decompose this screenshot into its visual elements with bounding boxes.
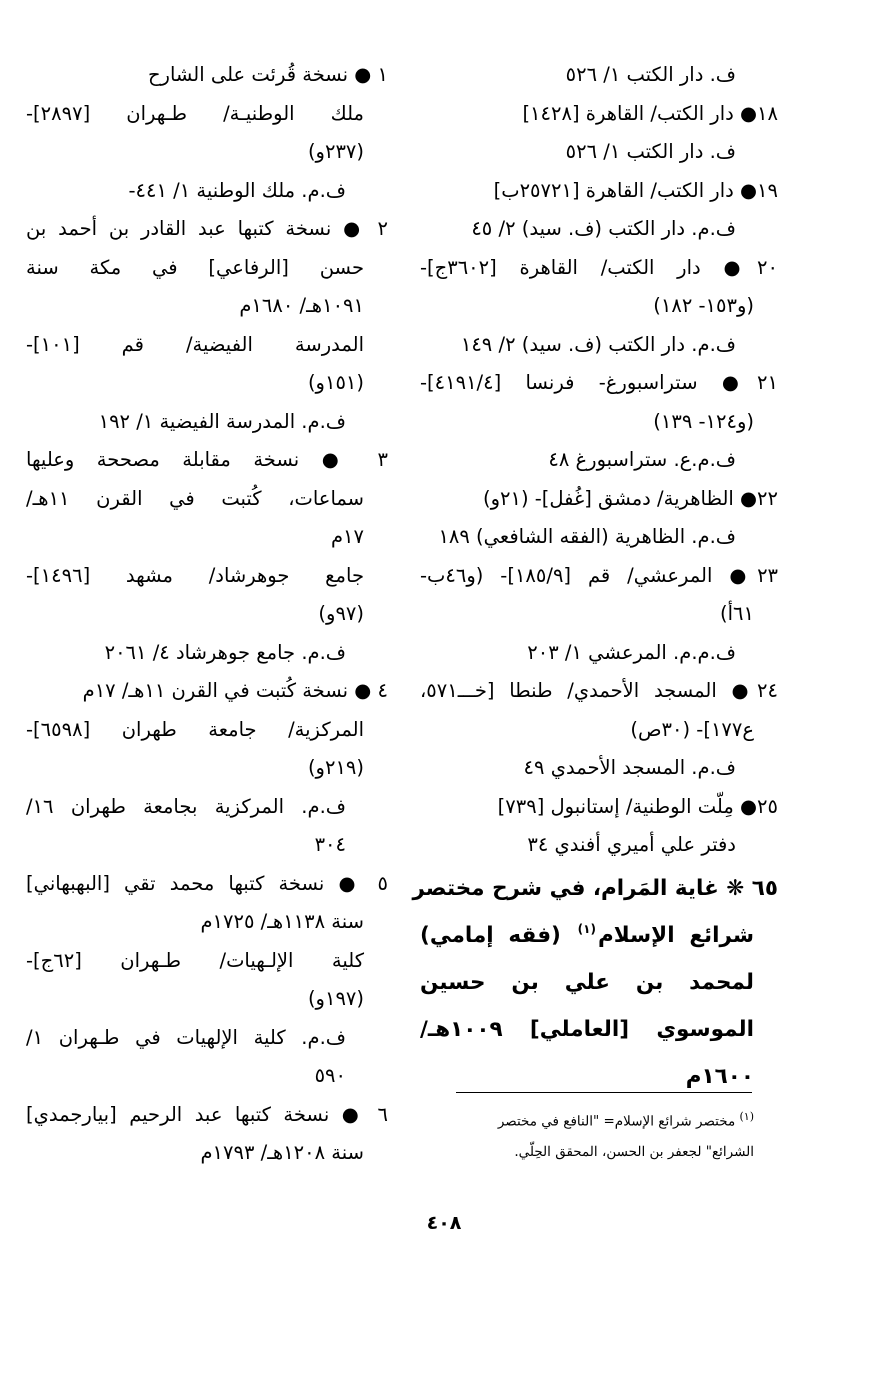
entry-heading-line: ١٦٠٠م — [685, 1063, 754, 1089]
manuscript-line: سنة ١١٣٨هـ/ ١٧٢٥م — [200, 910, 364, 933]
manuscript-line: ف.م. المدرسة الفيضية ١/ ١٩٢ — [98, 409, 346, 433]
manuscript-line: ف.م. ملك الوطنية ١/ ٤٤١- — [128, 178, 346, 202]
manuscript-line: ١٧م — [330, 525, 364, 548]
manuscript-line: ١٠٩١هـ/ ١٦٨٠م — [239, 294, 364, 317]
manuscript-line: (و١٥٣- ١٨٢) — [653, 294, 754, 317]
manuscript-line: دفتر علي أميري أفندي ٣٤ — [527, 833, 736, 856]
manuscript-line: (و١٢٤- ١٣٩) — [653, 409, 754, 433]
entry-heading-line: الموسوي [العاملي] ١٠٠٩هـ/ — [420, 1016, 754, 1042]
entry-heading-subject: (فقه إمامي) — [420, 922, 561, 948]
entry-heading — [412, 865, 778, 1100]
manuscript-line: ف.م. المركزية بجامعة طهران ١٦/ — [26, 794, 346, 818]
manuscript-line: ف.م. كلية الإلهيات في طـهران ١/ — [26, 1025, 346, 1049]
manuscript-line: ٢٢● الظاهرية/ دمشق [غُفل]- (٢١و) — [482, 486, 778, 510]
manuscript-line: ف. دار الكتب ١/ ٥٢٦ — [565, 63, 736, 86]
manuscript-line: (٢٣٧و) — [307, 140, 364, 163]
manuscript-line: ف.م. دار الكتب (ف. سيد) ٢/ ٤٥ — [471, 217, 736, 240]
page-number: ٤٠٨ — [426, 1212, 462, 1234]
manuscript-line: ٥ ● نسخة كتبها محمد تقي [البهبهاني] — [26, 871, 388, 895]
left-column — [26, 56, 388, 1173]
manuscript-line: (٢١٩و) — [307, 756, 364, 779]
manuscript-line: ٤ ● نسخة كُتبت في القرن ١١هـ/ ١٧م — [82, 679, 388, 702]
manuscript-line: ١ ● نسخة قُرئت على الشارح — [147, 63, 388, 86]
manuscript-line: ٣ ● نسخة مقابلة مصححة وعليها — [26, 448, 388, 471]
manuscript-line: ٥٩٠ — [314, 1064, 346, 1087]
right-column — [412, 56, 779, 1100]
footnote-line: الشرائع" لجعفر بن الحسن، المحقق الحِلّي. — [514, 1144, 754, 1160]
entry-heading-line: لمحمد بن علي بن حسين — [420, 969, 754, 995]
manuscript-line: جامع جوهرشاد/ مشهد [١٤٩٦]- — [26, 563, 364, 587]
manuscript-line: ف.م.ع. ستراسبورغ ٤٨ — [548, 448, 736, 471]
right-column-lines — [420, 56, 778, 865]
manuscript-line: ٣٠٤ — [314, 833, 346, 856]
manuscript-line: ٦١أ) — [720, 602, 754, 625]
manuscript-line: سنة ١٢٠٨هـ/ ١٧٩٣م — [200, 1141, 364, 1164]
manuscript-line: سماعات، كُتبت في القرن ١١هـ/ — [26, 486, 364, 510]
manuscript-line: المركزية/ جامعة طهران [٦٥٩٨]- — [26, 717, 364, 741]
manuscript-line: ع١٧٧]- (٣٠ص) — [630, 717, 754, 741]
manuscript-line: (١٥١و) — [307, 371, 364, 394]
footnote-marker: (١) — [739, 1110, 754, 1123]
manuscript-line: ٢٤● المسجد الأحمدي/ طنطا [خـــ٥٧١، — [420, 679, 778, 702]
left-column-lines — [26, 56, 388, 1173]
manuscript-line: (٩٧و) — [318, 602, 364, 625]
manuscript-line: ٢٣● المرعشي/ قم [١٨٥/٩]- (و٤٦ب- — [420, 563, 779, 587]
manuscript-line: ف. دار الكتب ١/ ٥٢٦ — [565, 140, 736, 163]
footnote-separator — [456, 1092, 752, 1093]
manuscript-line: ٢١● ستراسبورغ- فرنسا [٤١٩١/٤]- — [420, 371, 778, 394]
manuscript-line: ف.م. جامع جوهرشاد ٤/ ٢٠٦١ — [104, 640, 346, 664]
entry-heading-line — [420, 912, 778, 959]
footnote-reference: (١) — [577, 922, 596, 937]
entry-heading-title-part: شرائع الإسلام — [597, 922, 754, 948]
manuscript-line: حسن [الرفاعي] في مكة سنة — [26, 255, 364, 279]
manuscript-line: ٢٠● دار الكتب/ القاهرة [٣٦٠٢ج]- — [420, 255, 778, 279]
manuscript-line: ف.م. دار الكتب (ف. سيد) ٢/ ١٤٩ — [460, 332, 736, 356]
manuscript-line: ٦ ● نسخة كتبها عبد الرحيم [بيارجمدي] — [26, 1102, 388, 1126]
manuscript-line: ٢ ● نسخة كتبها عبد القادر بن أحمد بن — [26, 217, 388, 240]
manuscript-line: ملك الوطنيـة/ طـهران [٢٨٩٧]- — [26, 101, 364, 125]
manuscript-line: ف.م. المسجد الأحمدي ٤٩ — [523, 756, 736, 779]
manuscript-line: المدرسة الفيضية/ قم [١٠١]- — [26, 332, 364, 356]
manuscript-line: ف.م. الظاهرية (الفقه الشافعي) ١٨٩ — [438, 525, 736, 548]
manuscript-line: كلية الإلـهيات/ طـهران [٦٢ج]- — [26, 948, 364, 972]
manuscript-line: ١٩● دار الكتب/ القاهرة [٢٥٧٢١ب] — [493, 178, 778, 202]
manuscript-line: (١٩٧و) — [307, 987, 364, 1010]
entry-heading-line: ٦٥ ❋ غاية المَرام، في شرح مختصر — [412, 875, 778, 901]
footnote-line — [420, 1110, 754, 1130]
footnote-text: مختصر شرائع الإسلام= "النافع في مختصر — [497, 1113, 736, 1130]
manuscript-line: ١٨● دار الكتب/ القاهرة [١٤٢٨] — [522, 101, 778, 125]
manuscript-line: ٢٥● مِلّت الوطنية/ إستانبول [٧٣٩] — [497, 794, 778, 818]
manuscript-line: ف.م.م. المرعشي ١/ ٢٠٣ — [527, 640, 736, 664]
